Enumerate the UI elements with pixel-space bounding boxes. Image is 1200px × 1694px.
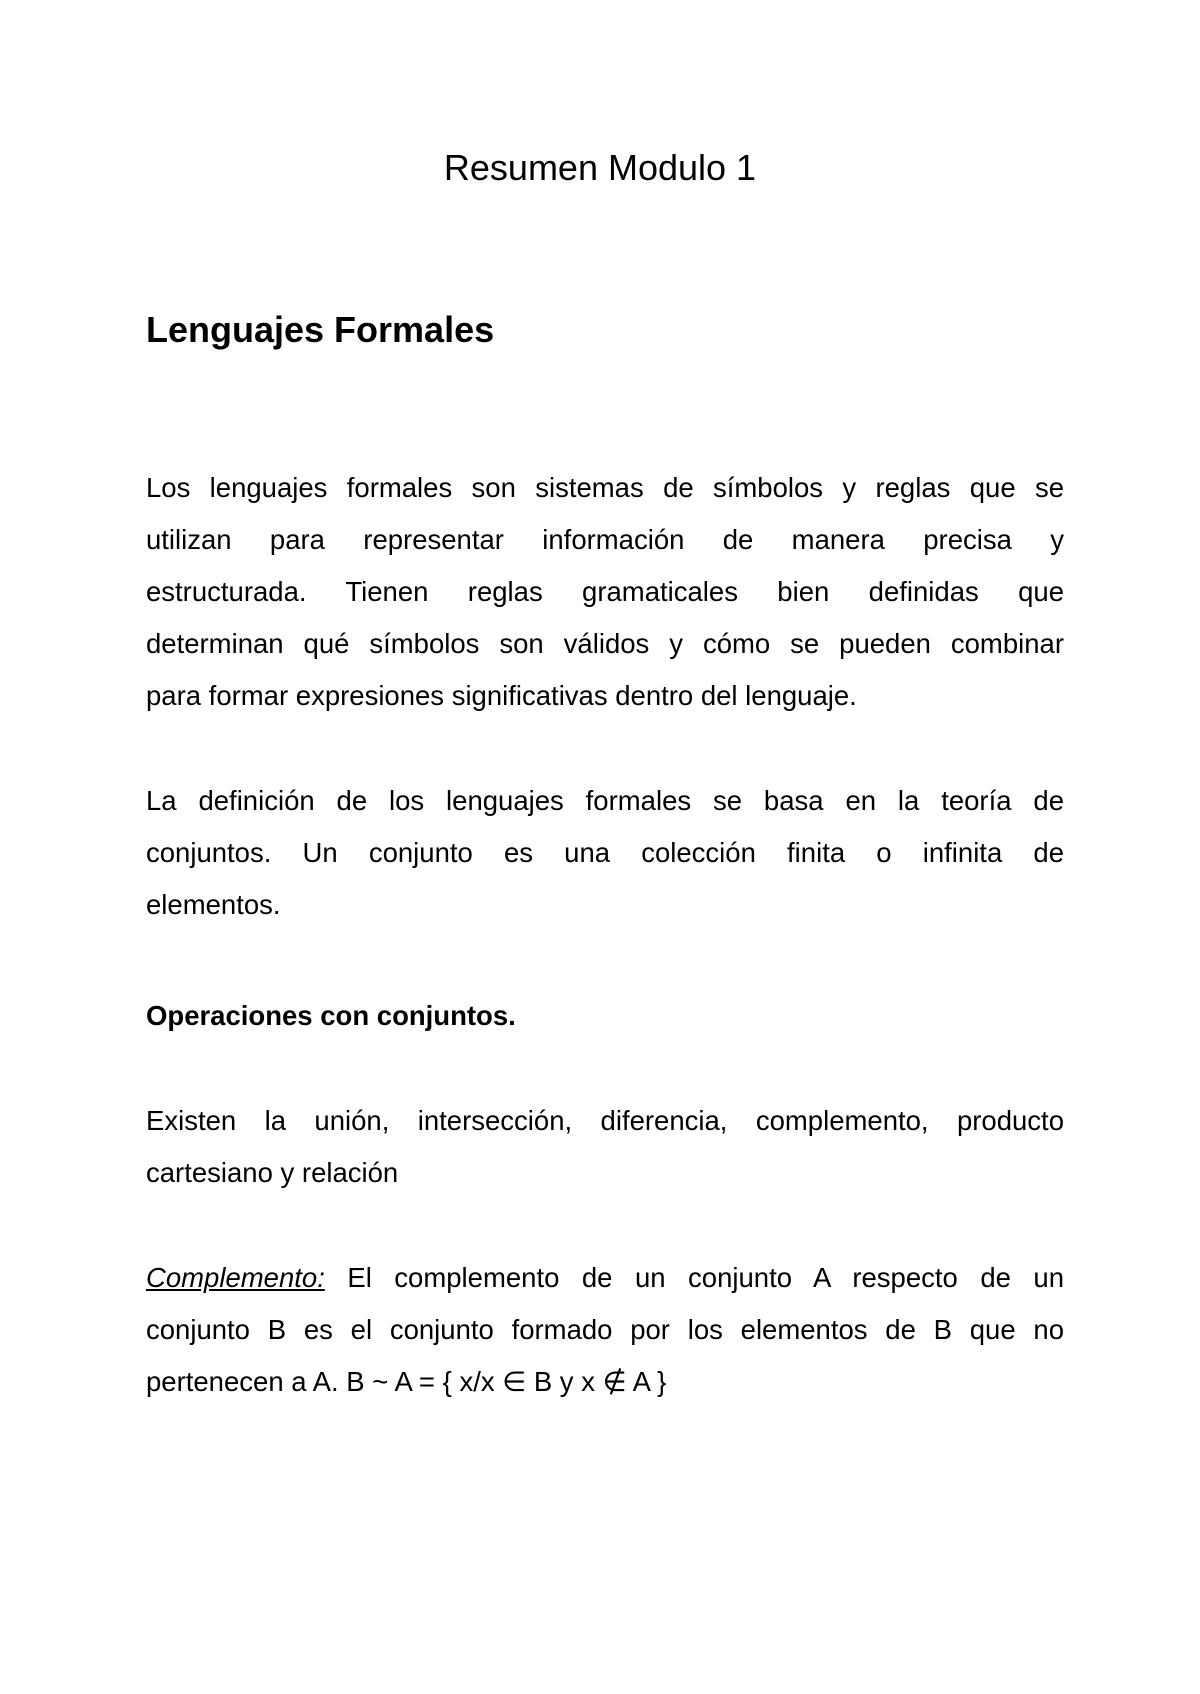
- paragraph-line: cartesiano y relación: [146, 1157, 399, 1188]
- paragraph-line: elementos.: [146, 889, 281, 920]
- paragraph-complemento: [146, 1252, 1064, 1408]
- paragraph-line: Existen la unión, intersección, diferencia, complemento, producto: [146, 1105, 1064, 1136]
- subheading-operaciones: Operaciones con conjuntos.: [146, 1000, 516, 1031]
- paragraph-line: pertenecen a A. B ~ A = { x/x ∈ B y x ∉ A }: [146, 1366, 667, 1397]
- paragraph-line: La definición de los lenguajes formales se basa en la teoría de: [146, 785, 1064, 816]
- section-heading: Lenguajes Formales: [146, 309, 495, 350]
- paragraph-line: estructurada. Tienen reglas gramaticales bien definidas que: [146, 576, 1064, 607]
- paragraph-line: conjuntos. Un conjunto es una colección finita o infinita de: [146, 837, 1064, 868]
- paragraph-line: para formar expresiones significativas dentro del lenguaje.: [146, 680, 857, 711]
- document-title: Resumen Modulo 1: [443, 147, 757, 188]
- term-complemento: Complemento:: [146, 1262, 325, 1293]
- paragraph-line: [146, 1252, 1064, 1304]
- paragraph-operaciones: [146, 1095, 1064, 1199]
- paragraph-line: determinan qué símbolos son válidos y cómo se pueden combinar: [146, 628, 1064, 659]
- paragraph-line: utilizan para representar información de manera precisa y: [146, 524, 1064, 555]
- paragraph-lenguajes-formales: [146, 462, 1064, 722]
- paragraph-line-text: El complemento de un conjunto A respecto de un: [324, 1262, 1064, 1293]
- paragraph-line: conjunto B es el conjunto formado por los elementos de B que no: [146, 1314, 1064, 1345]
- paragraph-teoria-conjuntos: [146, 775, 1064, 931]
- paragraph-line: Los lenguajes formales son sistemas de símbolos y reglas que se: [146, 472, 1064, 503]
